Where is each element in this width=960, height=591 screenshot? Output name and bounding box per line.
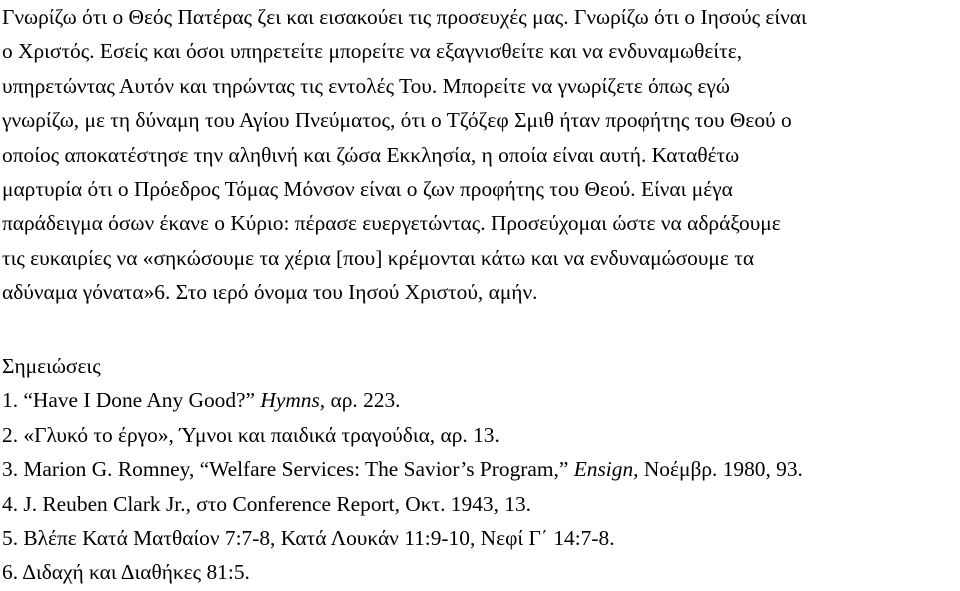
paragraph-line: οποίος αποκατέστησε την αληθινή και ζώσα Εκκλησία, η οποία είναι αυτή. Καταθέτω xyxy=(2,142,740,167)
paragraph-line: τις ευκαιρίες να «σηκώσουμε τα χέρια [που] κρέμονται κάτω και να ενδυναμώσουμε τα xyxy=(2,245,755,270)
note-text: αρ. 223. xyxy=(325,388,401,413)
note-item xyxy=(2,383,958,417)
note-item xyxy=(2,555,958,589)
note-text: 2. «Γλυκό το έργο», Ύμνοι και παιδικά τραγούδια, αρ. 13. xyxy=(2,422,500,447)
paragraph-line: Γνωρίζω ότι ο Θεός Πατέρας ζει και εισακούει τις προσευχές μας. Γνωρίζω ότι ο Ιησούς είναι xyxy=(2,5,807,29)
note-item xyxy=(2,418,958,452)
note-item xyxy=(2,521,958,555)
paragraph-line: γνωρίζω, με τη δύναμη του Αγίου Πνεύματος, ότι ο Τζόζεφ Σμιθ ήταν προφήτης του Θεού ο xyxy=(2,108,792,133)
notes-heading: Σημειώσεις xyxy=(2,354,101,378)
note-text: 6. Διδαχή και Διαθήκες 81:5. xyxy=(2,560,250,585)
note-text: 4. J. Reuben Clark Jr., στο Conference Report, Οκτ. 1943, 13. xyxy=(2,491,532,516)
paragraph-line: μαρτυρία ότι ο Πρόεδρος Τόμας Μόνσον είναι ο ζων προφήτης του Θεού. Είναι μέγα xyxy=(2,177,733,202)
paragraph-line: αδύναμα γόνατα»6. Στο ιερό όνομα του Ιησού Χριστού, αμήν. xyxy=(2,280,538,305)
notes-section xyxy=(2,349,958,590)
note-item xyxy=(2,487,958,521)
note-item xyxy=(2,452,958,486)
note-text: 3. Marion G. Romney, “Welfare Services: The Savior’s Program,” xyxy=(2,457,574,482)
note-italic-title: Hymns, xyxy=(260,388,326,413)
note-text: 5. Βλέπε Κατά Ματθαίον 7:7-8, Κατά Λουκάν 11:9-10, Νεφί Γ΄ 14:7-8. xyxy=(2,526,615,551)
paragraph-line: ο Χριστός. Εσείς και όσοι υπηρετείτε μπορείτε να εξαγνισθείτε και να ενδυναμωθείτε, xyxy=(2,39,743,64)
note-italic-title: Ensign, xyxy=(573,457,639,482)
note-text: 1. “Have I Done Any Good?” xyxy=(2,388,261,413)
paragraph-line: υπηρετώντας Αυτόν και τηρώντας τις εντολές Του. Μπορείτε να γνωρίζετε όπως εγώ xyxy=(2,73,730,98)
paragraph-line: παράδειγμα όσων έκανε ο Κύριο: πέρασε ευεργετώντας. Προσεύχομαι ώστε να αδράξουμε xyxy=(2,211,781,236)
body-paragraph xyxy=(2,0,958,310)
note-text: Νοέμβρ. 1980, 93. xyxy=(638,457,803,482)
